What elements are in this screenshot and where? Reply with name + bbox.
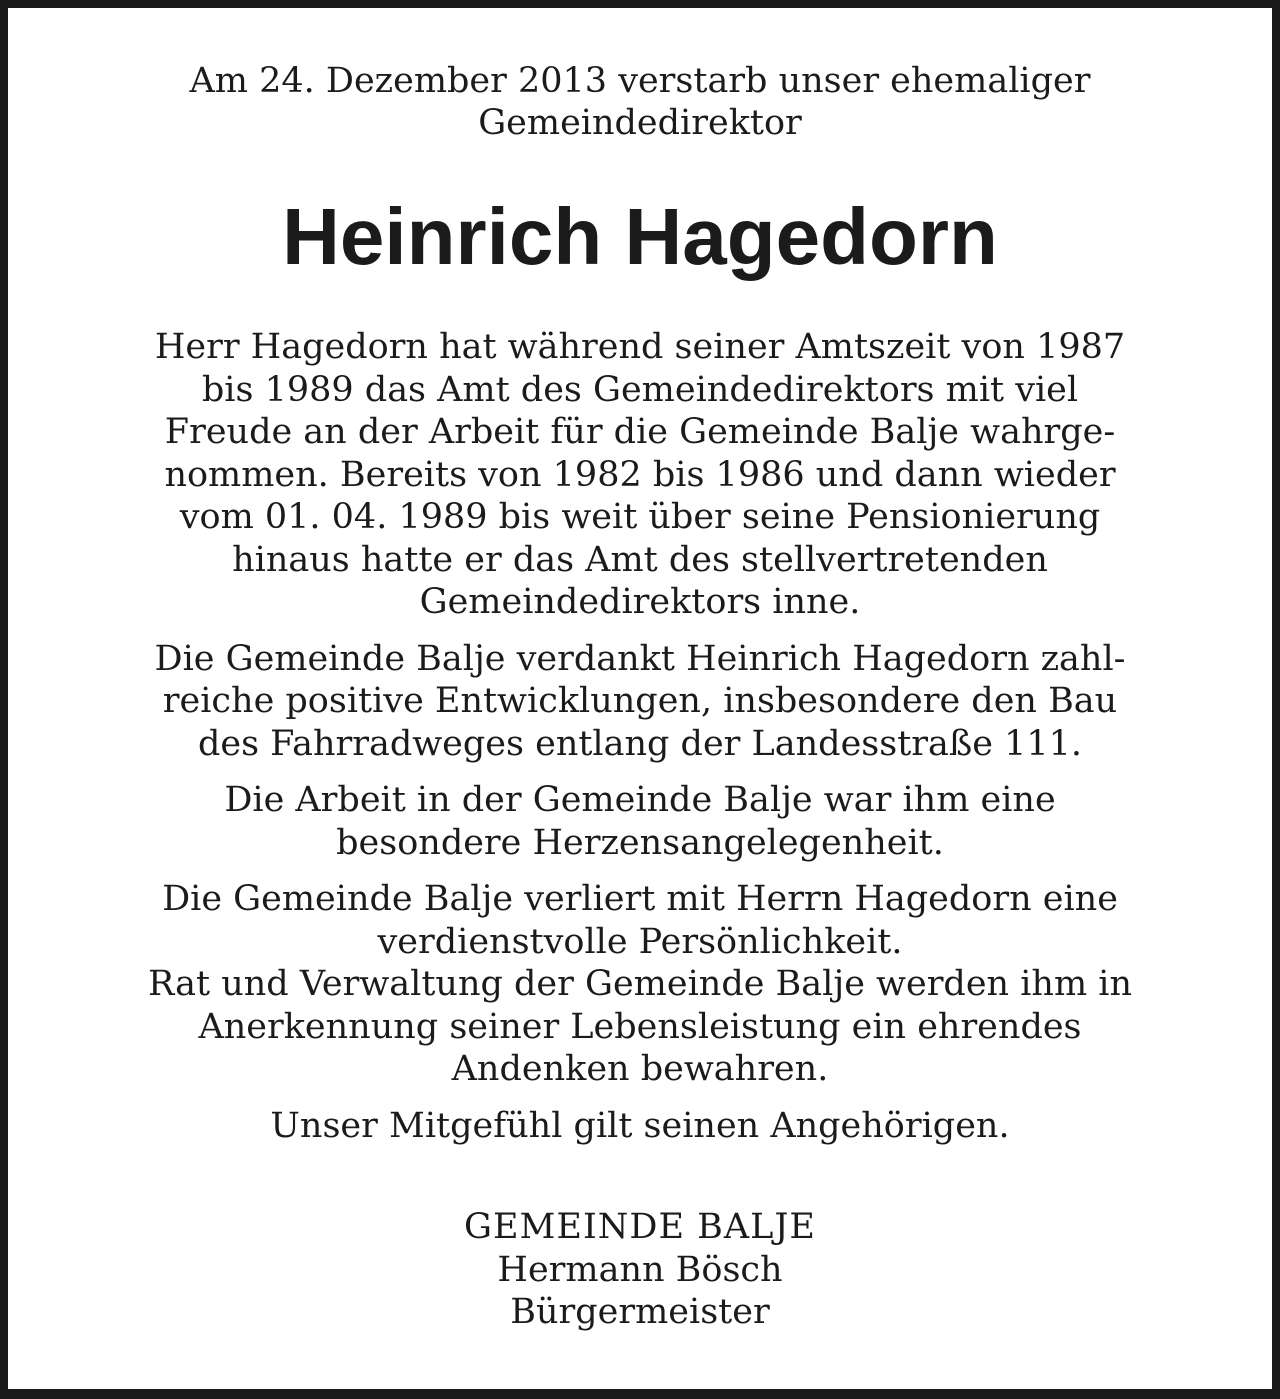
text-line: Gemeindedirektors inne.: [419, 582, 861, 622]
deceased-name: Heinrich Hagedorn: [282, 192, 998, 281]
text-line: bis 1989 das Amt des Gemeindedirektors mit viel: [201, 369, 1079, 410]
signature-person: Hermann Bösch: [497, 1249, 783, 1290]
text-line: Die Gemeinde Balje verliert mit Herrn Hagedorn eine: [162, 879, 1118, 919]
signature-organization: GEMEINDE BALJE: [464, 1207, 816, 1247]
text-line: Anerkennung seiner Lebensleistung ein ehrendes: [198, 1006, 1082, 1047]
text-line: Andenken bewahren.: [451, 1049, 829, 1089]
text-line: des Fahrradweges entlang der Landesstraße 111.: [197, 723, 1083, 764]
text-line: Die Arbeit in der Gemeinde Balje war ihm eine: [224, 780, 1056, 820]
obituary-body: [8, 326, 1272, 1147]
text-line: besondere Herzensangelegenheit.: [336, 822, 944, 863]
paragraph-condolences: [8, 1105, 1272, 1148]
paragraph-achievements: [8, 638, 1272, 766]
text-line: Freude an der Arbeit für die Gemeinde Balje wahrge-: [164, 412, 1116, 452]
intro-line: Am 24. Dezember 2013 verstarb unser ehemaliger: [189, 61, 1091, 101]
text-line: Die Gemeinde Balje verdankt Heinrich Hagedorn zahl-: [154, 638, 1126, 679]
text-line: hinaus hatte er das Amt des stellvertretenden: [232, 539, 1048, 580]
text-line: Unser Mitgefühl gilt seinen Angehörigen.: [270, 1105, 1010, 1146]
text-line: nommen. Bereits von 1982 bis 1986 und dann wieder: [164, 454, 1116, 495]
signature-block: [8, 1206, 1272, 1334]
intro-text: [8, 60, 1272, 144]
text-line: verdienstvolle Persönlichkeit.: [377, 921, 903, 962]
intro-line: Gemeindedirektor: [478, 103, 802, 143]
paragraph-dedication: [8, 779, 1272, 864]
paragraph-remembrance: [8, 878, 1272, 1091]
text-line: Rat und Verwaltung der Gemeinde Balje werden ihm in: [148, 964, 1132, 1004]
text-line: reiche positive Entwicklungen, insbesondere den Bau: [162, 681, 1118, 721]
paragraph-tenure: [8, 326, 1272, 624]
obituary-notice: [8, 8, 1272, 1389]
text-line: Herr Hagedorn hat während seiner Amtszeit von 1987: [154, 327, 1126, 367]
text-line: vom 01. 04. 1989 bis weit über seine Pensionierung: [179, 497, 1101, 537]
signature-title: Bürgermeister: [510, 1292, 770, 1332]
